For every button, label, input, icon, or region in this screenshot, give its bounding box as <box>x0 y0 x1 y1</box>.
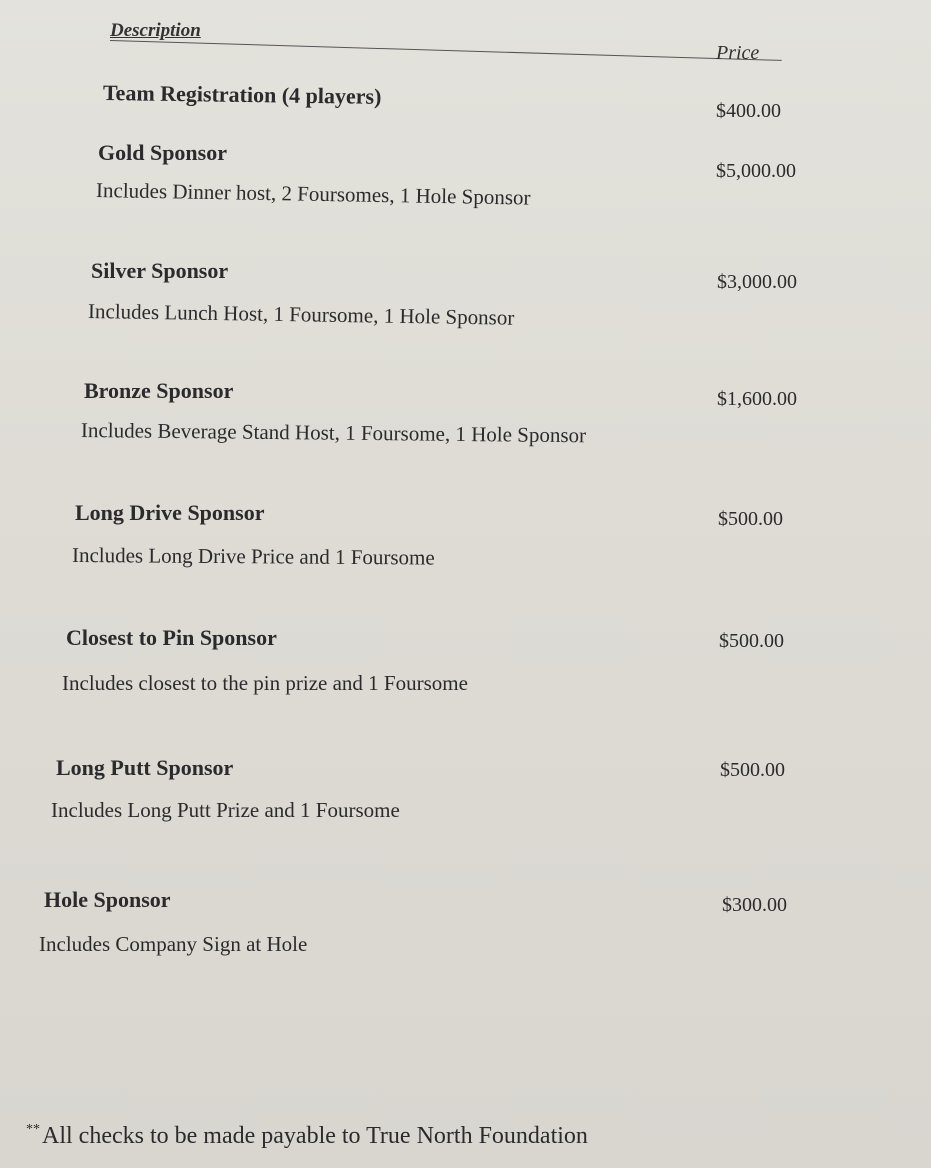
item-name-silver-sponsor: Silver Sponsor <box>91 258 229 283</box>
column-header-description: Description <box>110 20 201 41</box>
item-desc-hole-sponsor: Includes Company Sign at Hole <box>39 932 308 956</box>
item-name-closest-to-pin-sponsor: Closest to Pin Sponsor <box>66 625 277 650</box>
item-price-long-putt-sponsor: $500.00 <box>720 759 785 781</box>
item-name-long-putt-sponsor: Long Putt Sponsor <box>56 755 234 780</box>
header-rule <box>110 40 782 61</box>
item-name-team-registration: Team Registration (4 players) <box>102 80 382 109</box>
item-desc-bronze-sponsor: Includes Beverage Stand Host, 1 Foursome, 1 Hole Sponsor <box>80 418 587 448</box>
item-desc-closest-to-pin-sponsor: Includes closest to the pin prize and 1 Foursome <box>62 671 468 695</box>
item-price-team-registration: $400.00 <box>716 100 781 122</box>
item-price-long-drive-sponsor: $500.00 <box>718 508 783 530</box>
column-header-price: Price <box>716 42 760 64</box>
item-name-hole-sponsor: Hole Sponsor <box>44 887 171 912</box>
item-name-bronze-sponsor: Bronze Sponsor <box>84 378 234 403</box>
item-desc-long-putt-sponsor: Includes Long Putt Prize and 1 Foursome <box>51 798 400 822</box>
payment-footnote <box>26 1122 588 1150</box>
item-name-long-drive-sponsor: Long Drive Sponsor <box>75 500 265 525</box>
item-price-bronze-sponsor: $1,600.00 <box>717 388 797 410</box>
item-desc-long-drive-sponsor: Includes Long Drive Price and 1 Foursome <box>71 543 435 570</box>
item-desc-silver-sponsor: Includes Lunch Host, 1 Foursome, 1 Hole Sponsor <box>87 299 515 330</box>
footnote-text: All checks to be made payable to True North Foundation <box>42 1123 588 1149</box>
item-name-gold-sponsor: Gold Sponsor <box>98 140 227 165</box>
item-desc-gold-sponsor: Includes Dinner host, 2 Foursomes, 1 Hole Sponsor <box>95 178 531 210</box>
item-price-silver-sponsor: $3,000.00 <box>717 271 797 293</box>
item-price-closest-to-pin-sponsor: $500.00 <box>719 630 784 652</box>
item-price-hole-sponsor: $300.00 <box>722 894 787 916</box>
item-price-gold-sponsor: $5,000.00 <box>716 160 796 182</box>
footnote-marker: ** <box>26 1122 40 1137</box>
